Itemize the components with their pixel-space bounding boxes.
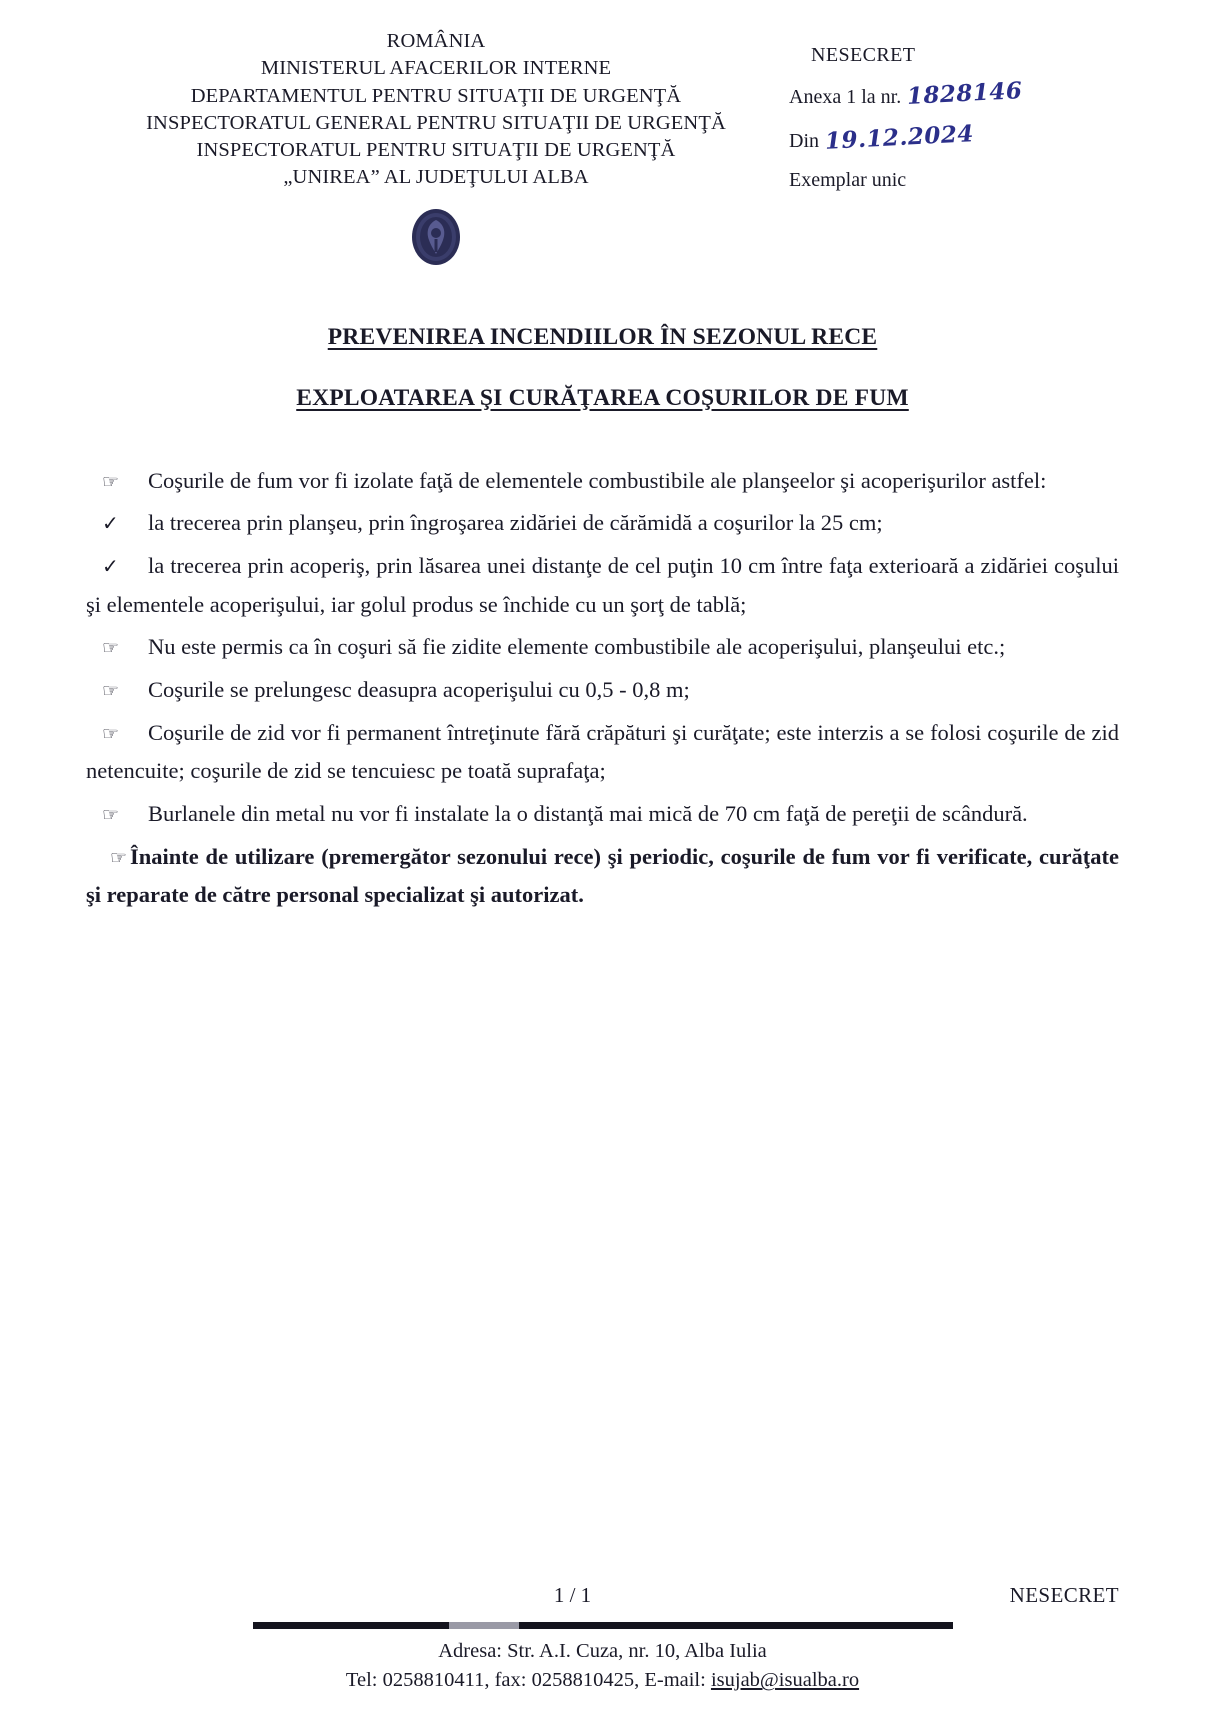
org-line-2: MINISTERUL AFACERILOR INTERNE xyxy=(260,57,612,80)
annex-line xyxy=(789,74,1119,118)
check-bullet-icon: ✓ xyxy=(102,555,119,578)
contact-prefix: Tel: 0258810411, fax: 0258810425, E-mail: xyxy=(345,1669,711,1692)
date-label: Din xyxy=(789,129,819,152)
copy-label: Exemplar unic xyxy=(789,169,907,192)
body-item-text: Coşurile de zid vor fi permanent întreţinute fără crăpături şi curăţate; este interzis a se folosi coşurile de zid netencuite; coşurile de zid se tencuiesc pe toată suprafaţa; xyxy=(86,719,1119,784)
issuing-authority-block xyxy=(86,28,786,268)
title-block xyxy=(86,324,1119,412)
footer-divider xyxy=(253,1622,953,1629)
document-body xyxy=(86,462,1119,916)
email-link[interactable]: isujab@isualba.ro xyxy=(710,1669,860,1692)
org-line-4: INSPECTORATUL GENERAL PENTRU SITUAŢII DE URGENŢĂ xyxy=(146,111,726,134)
address-line: Adresa: Str. A.I. Cuza, nr. 10, Alba Iulia xyxy=(438,1639,767,1662)
date-line xyxy=(789,118,1119,162)
document-footer xyxy=(86,1583,1119,1696)
date-value: 19.12.2024 xyxy=(824,119,975,155)
page-subtitle: EXPLOATAREA ŞI CURĂŢAREA COŞURILOR DE FUM xyxy=(296,384,909,411)
body-item xyxy=(86,795,1119,834)
pointing-hand-bullet-icon: ☞ xyxy=(110,847,128,869)
pointing-hand-bullet-icon: ☞ xyxy=(102,471,120,493)
footer-address xyxy=(86,1637,1119,1696)
body-item xyxy=(86,714,1119,791)
body-item-emphasis xyxy=(86,838,1119,915)
page-title: PREVENIREA INCENDIILOR ÎN SEZONUL RECE xyxy=(327,323,878,350)
emblem-container xyxy=(86,206,786,268)
pointing-hand-bullet-icon: ☞ xyxy=(102,805,120,826)
annex-number: 1828146 xyxy=(906,76,1024,111)
body-item xyxy=(86,628,1119,667)
body-item-text: Coşurile de fum vor fi izolate faţă de elementele combustibile ale planşeelor şi acoperişurilor astfel: xyxy=(148,467,1047,493)
body-item-text: Coşurile se prelungesc deasupra acoperişului cu 0,5 - 0,8 m; xyxy=(148,676,690,702)
contact-line xyxy=(86,1666,1119,1696)
header-classification: NESECRET xyxy=(811,44,916,66)
body-item-text: Înainte de utilizare (premergător sezonului rece) şi periodic, coşurile de fum vor fi verificate, curăţate şi reparate de către personal specializat şi autorizat. xyxy=(86,843,1119,908)
body-item xyxy=(86,547,1119,624)
document-header xyxy=(86,28,1119,268)
body-item xyxy=(86,671,1119,710)
body-item-text: la trecerea prin planşeu, prin îngroşarea zidăriei de cărămidă a coşurilor la 25 cm; xyxy=(148,510,883,536)
org-line-1: ROMÂNIA xyxy=(386,30,486,52)
classification-block xyxy=(789,28,1119,199)
body-item-text: Burlanele din metal nu vor fi instalate la o distanţă mai mică de 70 cm faţă de pereţii de scândură. xyxy=(148,801,1028,826)
pointing-hand-bullet-icon: ☞ xyxy=(102,680,120,702)
page-number: 1 / 1 xyxy=(553,1582,592,1607)
org-line-6: „UNIREA” AL JUDEŢULUI ALBA xyxy=(283,166,589,189)
romanian-coat-of-arms-icon xyxy=(408,206,464,268)
body-item xyxy=(86,504,1119,543)
annex-label: Anexa 1 la nr. xyxy=(789,86,902,108)
pointing-hand-bullet-icon: ☞ xyxy=(102,723,120,745)
pointing-hand-bullet-icon: ☞ xyxy=(102,638,120,660)
org-line-3: DEPARTAMENTUL PENTRU SITUAŢII DE URGENŢĂ xyxy=(190,84,682,107)
body-item xyxy=(86,462,1119,501)
footer-top-row xyxy=(86,1583,1119,1608)
org-line-5: INSPECTORATUL PENTRU SITUAŢII DE URGENŢĂ xyxy=(196,139,676,161)
check-bullet-icon: ✓ xyxy=(102,513,119,536)
body-item-text: Nu este permis ca în coşuri să fie zidite elemente combustibile ale acoperişului, planşeului etc.; xyxy=(148,634,1006,660)
body-item-text: la trecerea prin acoperiş, prin lăsarea unei distanţe de cel puţin 10 cm între faţa exterioară a zidăriei coşului şi elementele acoperişului, iar golul produs se închide cu un şorţ de tablă; xyxy=(86,552,1119,617)
footer-classification: NESECRET xyxy=(1009,1582,1119,1607)
